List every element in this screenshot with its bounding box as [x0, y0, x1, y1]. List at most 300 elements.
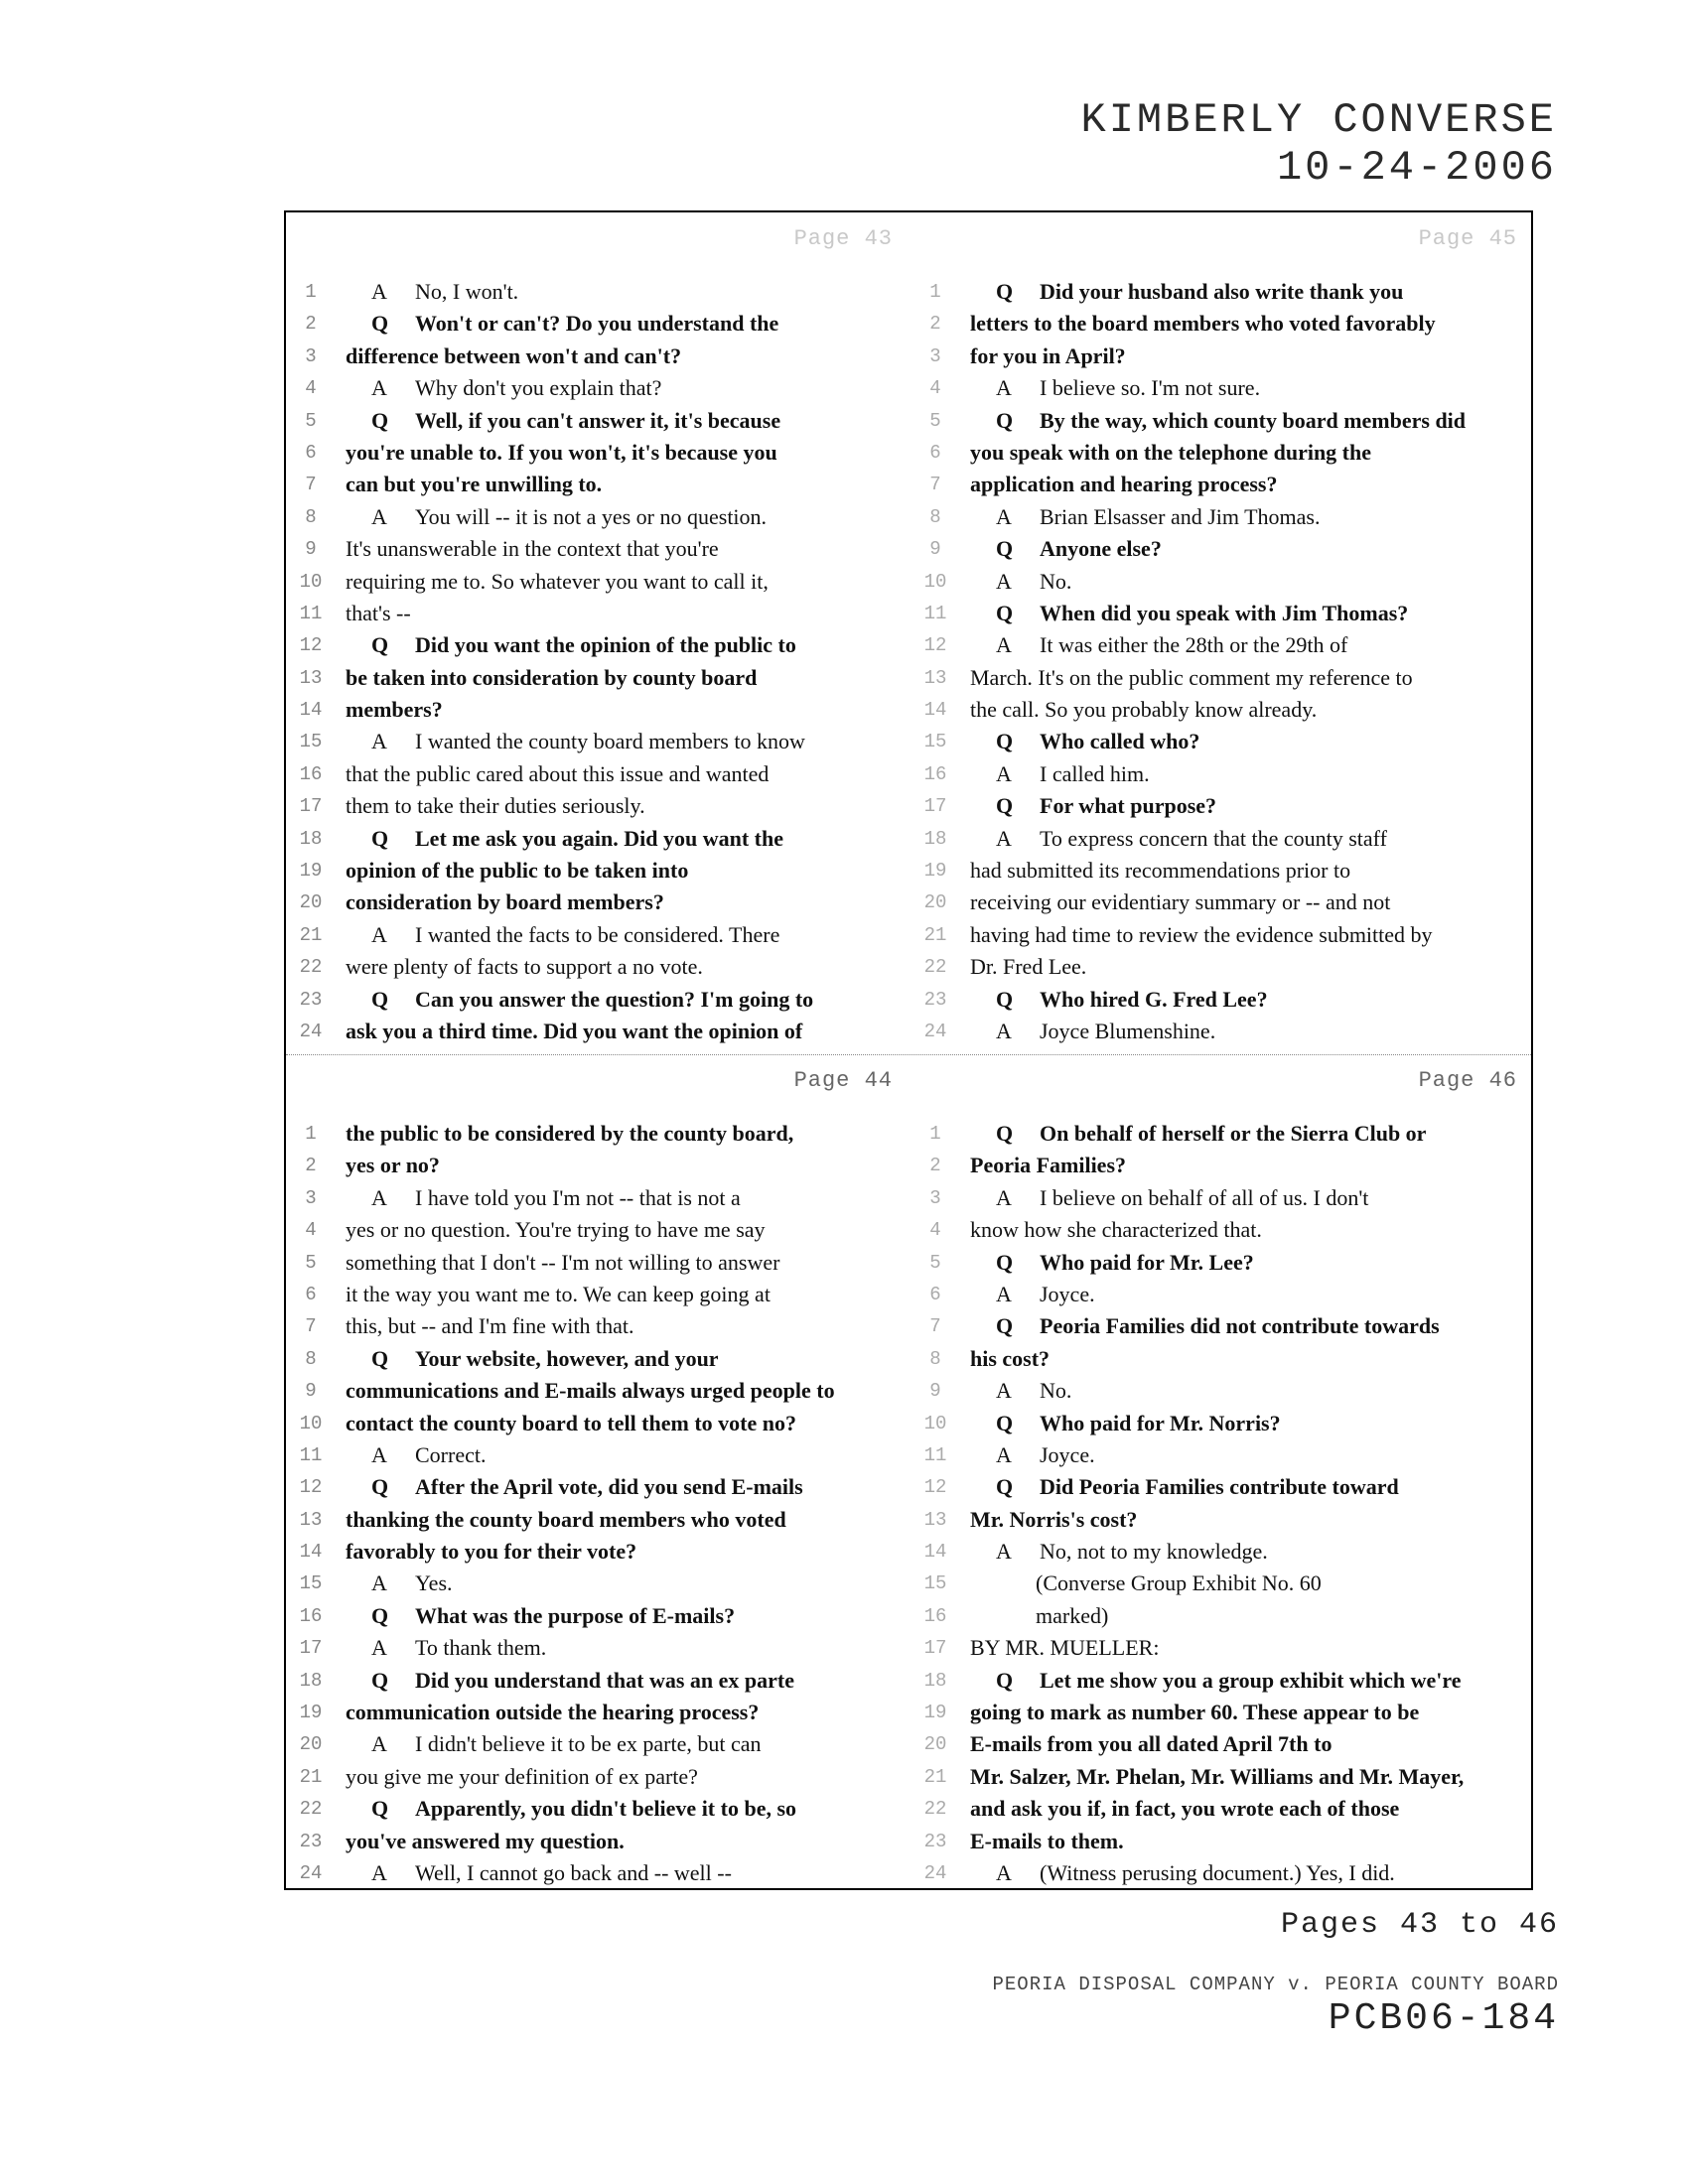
speaker-label: A	[996, 1184, 1012, 1210]
line-content: No, not to my knowledge.	[1040, 1539, 1268, 1565]
line-text	[346, 1504, 907, 1536]
line-number: 24	[299, 1861, 323, 1884]
transcript-line	[911, 1697, 1535, 1728]
speaker-label: Q	[371, 407, 389, 433]
transcript-line	[286, 533, 911, 565]
line-number: 5	[305, 1251, 317, 1274]
line-number: 13	[299, 1508, 323, 1531]
line-number: 24	[299, 1020, 323, 1042]
transcript-line	[911, 1632, 1535, 1664]
transcript-line	[286, 790, 911, 822]
line-number: 6	[305, 1283, 317, 1305]
line-number: 23	[299, 1830, 323, 1852]
line-content: What was the purpose of E-mails?	[415, 1602, 736, 1628]
line-text	[346, 533, 907, 565]
line-text	[346, 951, 907, 983]
line-number: 24	[923, 1020, 947, 1042]
speaker-label: Q	[996, 279, 1014, 304]
speaker-label: Q	[996, 986, 1014, 1012]
line-number: 3	[929, 1186, 941, 1209]
line-content: Joyce.	[1040, 1281, 1095, 1306]
line-content: Let me show you a group exhibit which we're	[1040, 1667, 1462, 1693]
transcript-line	[911, 984, 1535, 1016]
line-content: No, I won't.	[415, 279, 519, 304]
line-number: 4	[929, 377, 941, 400]
line-content: Did you want the opinion of the public to	[415, 632, 796, 658]
line-content: were plenty of facts to support a no vote.	[346, 954, 703, 980]
line-content: had submitted its recommendations prior to	[970, 858, 1351, 884]
transcript-line	[286, 662, 911, 694]
transcript-page-45	[911, 212, 1535, 1052]
transcript-line	[911, 951, 1535, 983]
line-text	[970, 951, 1531, 983]
speaker-label: A	[996, 825, 1012, 851]
transcript-line	[911, 1761, 1535, 1793]
line-text	[996, 598, 1531, 629]
transcript-line	[911, 566, 1535, 598]
case-number: PCB06-184	[1328, 1997, 1559, 2040]
line-text	[346, 1016, 907, 1047]
line-number: 3	[305, 1186, 317, 1209]
line-number: 20	[299, 891, 323, 914]
line-text	[346, 887, 907, 918]
line-content: consideration by board members?	[346, 889, 664, 915]
line-number: 12	[299, 1476, 323, 1499]
line-number: 13	[923, 1508, 947, 1531]
transcript-line	[286, 694, 911, 726]
transcript-line	[911, 1568, 1535, 1599]
line-text	[371, 823, 907, 855]
line-content: requiring me to. So whatever you want to call it,	[346, 568, 769, 594]
speaker-label: Q	[371, 1602, 389, 1628]
transcript-frame	[284, 210, 1533, 1890]
line-content: Anyone else?	[1040, 536, 1162, 562]
line-text	[996, 758, 1531, 790]
transcript-line	[286, 855, 911, 887]
transcript-page-46	[911, 1054, 1535, 1894]
transcript-line	[286, 566, 911, 598]
line-text	[346, 1310, 907, 1342]
line-number: 20	[923, 891, 947, 914]
transcript-line	[286, 951, 911, 983]
line-number: 7	[929, 474, 941, 496]
line-number: 2	[929, 1155, 941, 1177]
line-number: 23	[299, 988, 323, 1011]
line-number: 24	[923, 1861, 947, 1884]
line-content: No.	[1040, 568, 1072, 594]
line-number: 2	[929, 313, 941, 336]
transcript-line	[911, 662, 1535, 694]
line-content: application and hearing process?	[970, 472, 1278, 497]
line-text	[996, 372, 1531, 404]
transcript-line	[286, 823, 911, 855]
line-number: 13	[299, 666, 323, 689]
line-text	[970, 308, 1531, 340]
transcript-line	[911, 629, 1535, 661]
line-content: Mr. Salzer, Mr. Phelan, Mr. Williams and Mr. Mayer,	[970, 1763, 1465, 1789]
line-number: 20	[923, 1733, 947, 1756]
transcript-line	[911, 1536, 1535, 1568]
line-text	[996, 790, 1531, 822]
line-content: You will -- it is not a yes or no question.	[415, 503, 768, 529]
line-number: 10	[923, 1412, 947, 1434]
line-content: know how she characterized that.	[970, 1217, 1262, 1243]
line-content: difference between won't and can't?	[346, 342, 682, 368]
transcript-line	[911, 501, 1535, 533]
speaker-label: A	[371, 1635, 387, 1661]
line-content: you give me your definition of ex parte?	[346, 1763, 698, 1789]
line-content: (Converse Group Exhibit No. 60	[1036, 1570, 1322, 1596]
line-content: For what purpose?	[1040, 793, 1217, 819]
line-content: To express concern that the county staff	[1040, 825, 1387, 851]
transcript-line	[286, 437, 911, 469]
line-content: Joyce.	[1040, 1441, 1095, 1467]
transcript-line	[286, 308, 911, 340]
transcript-lines	[911, 1118, 1535, 1889]
line-text	[996, 501, 1531, 533]
transcript-line	[911, 1150, 1535, 1181]
line-content: Dr. Fred Lee.	[970, 954, 1087, 980]
line-number: 9	[929, 538, 941, 561]
line-content: communications and E-mails always urged people to	[346, 1378, 835, 1404]
line-content: Can you answer the question? I'm going to	[415, 986, 814, 1012]
line-number: 10	[299, 1412, 323, 1434]
line-text	[970, 887, 1531, 918]
line-text	[996, 1016, 1531, 1047]
transcript-page-43	[286, 212, 911, 1052]
line-text	[970, 1728, 1531, 1760]
line-content: you're unable to. If you won't, it's because you	[346, 439, 777, 465]
case-caption: PEORIA DISPOSAL COMPANY v. PEORIA COUNTY BOARD	[992, 1974, 1559, 1995]
line-number: 4	[305, 1219, 317, 1242]
line-number: 15	[923, 731, 947, 753]
transcript-line	[286, 1375, 911, 1407]
line-text	[346, 1761, 907, 1793]
line-text	[970, 1150, 1531, 1181]
transcript-line	[911, 887, 1535, 918]
line-content: E-mails to them.	[970, 1828, 1124, 1853]
transcript-line	[286, 919, 911, 951]
line-number: 16	[923, 1604, 947, 1627]
speaker-label: A	[996, 1378, 1012, 1404]
transcript-line	[911, 372, 1535, 404]
speaker-label: A	[996, 1539, 1012, 1565]
transcript-line	[911, 919, 1535, 951]
line-content: yes or no question. You're trying to have me say	[346, 1217, 766, 1243]
line-text	[371, 919, 907, 951]
line-number: 19	[923, 1702, 947, 1724]
line-content: for you in April?	[970, 342, 1126, 368]
line-text	[996, 1408, 1531, 1439]
line-content: going to mark as number 60. These appear to be	[970, 1700, 1420, 1725]
transcript-line	[286, 501, 911, 533]
line-content: Who paid for Mr. Lee?	[1040, 1249, 1254, 1275]
line-number: 6	[929, 1283, 941, 1305]
line-text	[1036, 1568, 1531, 1599]
speaker-label: Q	[371, 1474, 389, 1500]
line-content: By the way, which county board members did	[1040, 407, 1467, 433]
speaker-label: A	[371, 1184, 387, 1210]
transcript-line	[911, 694, 1535, 726]
line-text	[346, 1375, 907, 1407]
line-content: his cost?	[970, 1345, 1051, 1371]
transcript-line	[286, 1016, 911, 1047]
line-text	[996, 1439, 1531, 1471]
line-text	[996, 1471, 1531, 1503]
transcript-line	[286, 1310, 911, 1342]
transcript-page-44	[286, 1054, 911, 1894]
line-content: Who called who?	[1040, 729, 1200, 754]
speaker-label: A	[371, 921, 387, 947]
line-number: 12	[923, 634, 947, 657]
line-number: 11	[923, 602, 947, 624]
transcript-line	[286, 1793, 911, 1825]
line-text	[996, 726, 1531, 757]
transcript-line	[911, 1016, 1535, 1047]
line-text	[970, 1761, 1531, 1793]
line-number: 22	[923, 1798, 947, 1821]
speaker-label: A	[371, 1731, 387, 1757]
line-content: Your website, however, and your	[415, 1345, 719, 1371]
line-number: 21	[923, 1765, 947, 1788]
transcript-line	[286, 1150, 911, 1181]
transcript-line	[286, 598, 911, 629]
transcript-line	[286, 405, 911, 437]
transcript-line	[911, 1439, 1535, 1471]
transcript-line	[286, 1761, 911, 1793]
line-text	[346, 1408, 907, 1439]
transcript-line	[911, 437, 1535, 469]
line-text	[371, 1665, 907, 1697]
line-text	[970, 1793, 1531, 1825]
line-content: March. It's on the public comment my reference to	[970, 664, 1413, 690]
line-text	[996, 1118, 1531, 1150]
line-text	[970, 855, 1531, 887]
line-number: 17	[299, 795, 323, 818]
speaker-label: A	[996, 632, 1012, 658]
line-text	[970, 1632, 1531, 1664]
line-number: 18	[923, 1669, 947, 1692]
line-text	[970, 662, 1531, 694]
transcript-line	[911, 308, 1535, 340]
transcript-line	[911, 405, 1535, 437]
transcript-line	[911, 823, 1535, 855]
line-number: 8	[305, 1347, 317, 1370]
transcript-line	[911, 276, 1535, 308]
line-number: 21	[299, 923, 323, 946]
speaker-label: A	[371, 503, 387, 529]
line-text	[970, 694, 1531, 726]
line-content: Let me ask you again. Did you want the	[415, 825, 783, 851]
line-number: 7	[305, 1315, 317, 1338]
line-number: 15	[923, 1572, 947, 1595]
speaker-label: Q	[996, 1410, 1014, 1435]
speaker-label: Q	[996, 1474, 1014, 1500]
speaker-label: A	[371, 1859, 387, 1885]
line-number: 9	[929, 1380, 941, 1403]
line-text	[970, 437, 1531, 469]
line-number: 1	[929, 1123, 941, 1145]
line-number: 11	[299, 602, 323, 624]
line-text	[371, 1568, 907, 1599]
transcript-line	[911, 1728, 1535, 1760]
transcript-line	[286, 1632, 911, 1664]
line-text	[970, 1214, 1531, 1246]
line-content: you speak with on the telephone during the	[970, 439, 1372, 465]
transcript-line	[911, 1471, 1535, 1503]
line-number: 16	[923, 762, 947, 785]
line-number: 20	[299, 1733, 323, 1756]
line-number: 11	[923, 1443, 947, 1466]
transcript-line	[911, 1214, 1535, 1246]
line-text	[996, 984, 1531, 1016]
line-text	[371, 308, 907, 340]
speaker-label: Q	[371, 311, 389, 337]
line-number: 8	[929, 505, 941, 528]
line-content: I didn't believe it to be ex parte, but can	[415, 1731, 762, 1757]
line-content: you've answered my question.	[346, 1828, 625, 1853]
line-number: 10	[299, 570, 323, 593]
line-number: 3	[929, 344, 941, 367]
speaker-label: A	[996, 1281, 1012, 1306]
speaker-label: A	[371, 1570, 387, 1596]
line-content: marked)	[1036, 1602, 1109, 1628]
transcript-line	[911, 1826, 1535, 1857]
page-number-label: Page 45	[1418, 226, 1517, 251]
transcript-line	[286, 1182, 911, 1214]
line-text	[996, 1536, 1531, 1568]
speaker-label: Q	[371, 632, 389, 658]
line-text	[346, 1697, 907, 1728]
line-content: Correct.	[415, 1441, 487, 1467]
speaker-label: Q	[996, 536, 1014, 562]
line-text	[346, 469, 907, 500]
line-text	[371, 1600, 907, 1632]
line-number: 8	[305, 505, 317, 528]
line-text	[371, 372, 907, 404]
transcript-line	[911, 1504, 1535, 1536]
line-text	[996, 276, 1531, 308]
transcript-line	[911, 1375, 1535, 1407]
line-content: Why don't you explain that?	[415, 375, 662, 401]
speaker-label: A	[996, 760, 1012, 786]
line-content: can but you're unwilling to.	[346, 472, 603, 497]
line-content: Well, if you can't answer it, it's because	[415, 407, 781, 433]
line-text	[346, 790, 907, 822]
line-text	[371, 405, 907, 437]
line-text	[970, 1343, 1531, 1375]
line-content: Did your husband also write thank you	[1040, 279, 1404, 304]
line-number: 1	[305, 281, 317, 303]
line-content: Who hired G. Fred Lee?	[1040, 986, 1268, 1012]
page-number-label: Page 44	[793, 1068, 893, 1093]
transcript-line	[911, 726, 1535, 757]
line-text	[346, 855, 907, 887]
line-content: thanking the county board members who voted	[346, 1506, 786, 1532]
line-content: I believe on behalf of all of us. I don't	[1040, 1184, 1369, 1210]
speaker-label: Q	[996, 1313, 1014, 1339]
page-range: Pages 43 to 46	[1280, 1908, 1559, 1942]
speaker-label: A	[371, 1441, 387, 1467]
line-content: the call. So you probably know already.	[970, 697, 1318, 723]
line-number: 22	[299, 1798, 323, 1821]
line-number: 4	[929, 1219, 941, 1242]
line-text	[371, 1793, 907, 1825]
speaker-label: Q	[996, 1249, 1014, 1275]
line-content: it the way you want me to. We can keep going at	[346, 1281, 771, 1306]
line-content: No.	[1040, 1378, 1072, 1404]
line-number: 22	[923, 956, 947, 979]
line-number: 10	[923, 570, 947, 593]
line-number: 2	[305, 1155, 317, 1177]
speaker-label: A	[996, 375, 1012, 401]
transcript-line	[911, 855, 1535, 887]
line-number: 14	[923, 699, 947, 722]
line-text	[346, 1247, 907, 1279]
line-text	[970, 1826, 1531, 1857]
transcript-line	[911, 1343, 1535, 1375]
line-content: opinion of the public to be taken into	[346, 858, 689, 884]
line-text	[346, 662, 907, 694]
line-content: members?	[346, 697, 443, 723]
line-text	[346, 1118, 907, 1150]
speaker-label: A	[996, 1018, 1012, 1043]
line-number: 9	[305, 538, 317, 561]
transcript-line	[286, 1665, 911, 1697]
line-number: 14	[299, 1541, 323, 1564]
line-content: Apparently, you didn't believe it to be, so	[415, 1796, 797, 1822]
line-number: 5	[305, 409, 317, 432]
transcript-line	[911, 469, 1535, 500]
transcript-line	[911, 1600, 1535, 1632]
line-number: 7	[305, 474, 317, 496]
line-number: 17	[299, 1637, 323, 1660]
line-content: I have told you I'm not -- that is not a	[415, 1184, 741, 1210]
line-content: be taken into consideration by county board	[346, 664, 758, 690]
line-content: letters to the board members who voted favorably	[970, 311, 1436, 337]
line-text	[996, 1857, 1531, 1889]
line-content: Peoria Families did not contribute towards	[1040, 1313, 1440, 1339]
line-number: 21	[923, 923, 947, 946]
line-number: 12	[299, 634, 323, 657]
transcript-line	[911, 790, 1535, 822]
line-text	[346, 758, 907, 790]
line-text	[970, 1697, 1531, 1728]
line-content: Brian Elsasser and Jim Thomas.	[1040, 503, 1321, 529]
speaker-label: Q	[996, 729, 1014, 754]
line-text	[970, 919, 1531, 951]
line-number: 8	[929, 1347, 941, 1370]
line-text	[996, 533, 1531, 565]
deposition-date: 10-24-2006	[1276, 144, 1557, 192]
transcript-line	[286, 1600, 911, 1632]
line-content: something that I don't -- I'm not willing to answer	[346, 1249, 780, 1275]
transcript-line	[286, 1857, 911, 1889]
line-number: 4	[305, 377, 317, 400]
line-content: Did Peoria Families contribute toward	[1040, 1474, 1399, 1500]
line-content: communication outside the hearing process?	[346, 1700, 760, 1725]
line-text	[346, 1150, 907, 1181]
line-content: I believe so. I'm not sure.	[1040, 375, 1261, 401]
line-number: 23	[923, 988, 947, 1011]
transcript-line	[911, 1793, 1535, 1825]
line-number: 19	[923, 860, 947, 883]
speaker-label: Q	[371, 1345, 389, 1371]
line-content: I called him.	[1040, 760, 1150, 786]
transcript-line	[286, 1118, 911, 1150]
line-content: Who paid for Mr. Norris?	[1040, 1410, 1281, 1435]
speaker-label: A	[996, 568, 1012, 594]
